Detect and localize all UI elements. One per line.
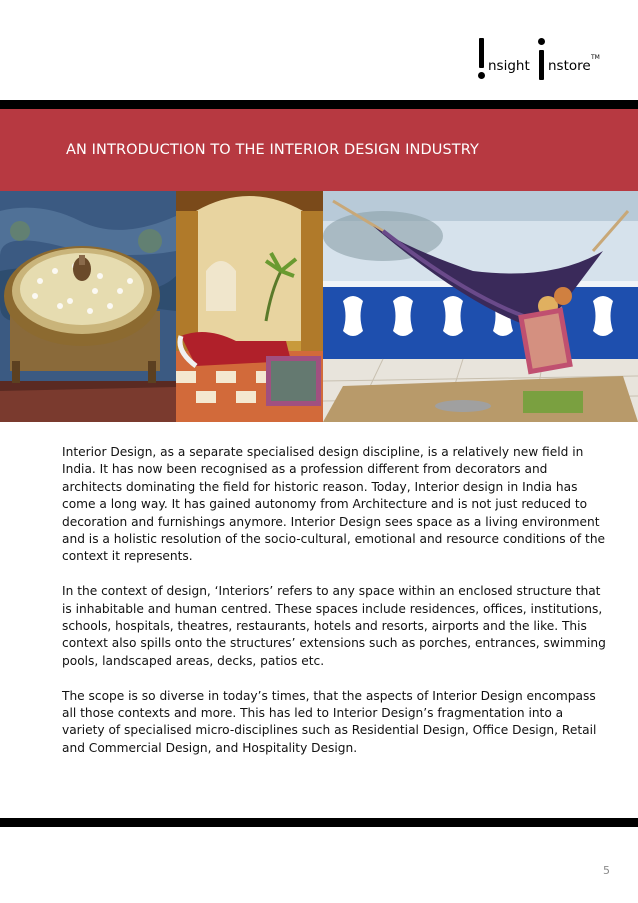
photo-hammock-terrace	[323, 191, 638, 422]
logo-word-insight: nsight	[488, 58, 530, 74]
logo-i-mark	[536, 38, 546, 82]
paragraph-context: In the context of design, ‘Interiors’ refers to any space within an enclosed structure that is inhabitable and human centred. These spaces include residences, offices, institutions, schools, hospitals, theatres, restaurants, hotels and resorts, airports and the like. This context also spills onto the structures’ extensions such as porches, entrances, swimming pools, landscaped areas, decks, patios etc.	[62, 584, 606, 668]
body-text	[62, 444, 607, 775]
logo-word-instore: nstore	[548, 58, 591, 74]
photo-brass-flower-tray	[0, 191, 176, 422]
paragraph-scope: The scope is so diverse in today’s times, that the aspects of Interior Design encompass all those contexts and more. This has led to Interior Design’s fragmentation into a variety of specialised micro-disciplines such as Residential Design, Office Design, Retail and Commercial Design, and Hospitality Design.	[62, 688, 597, 755]
page-number: 5	[603, 864, 610, 877]
insight-instore-logo	[472, 38, 612, 88]
paragraph-intro: Interior Design, as a separate specialised design discipline, is a relatively new field in India. It has now been recognised as a profession different from decorators and architects dominating the field for historic reason. Today, Interior design in India has come a long way. It has gained autonomy from Architecture and is not just reduced to decoration and furnishings anymore. Interior Design sees space as a living environment and is a holistic resolution of the socio-cultural, emotional and resource conditions of the context it represents.	[62, 445, 606, 564]
photo-veranda-chaise	[176, 191, 323, 422]
title-banner	[0, 109, 638, 191]
bottom-rule	[0, 818, 638, 827]
logo-exclamation-mark	[476, 38, 486, 82]
top-rule	[0, 100, 638, 109]
page-title: AN INTRODUCTION TO THE INTERIOR DESIGN INDUSTRY	[66, 142, 479, 158]
logo-trademark: TM	[591, 54, 600, 61]
